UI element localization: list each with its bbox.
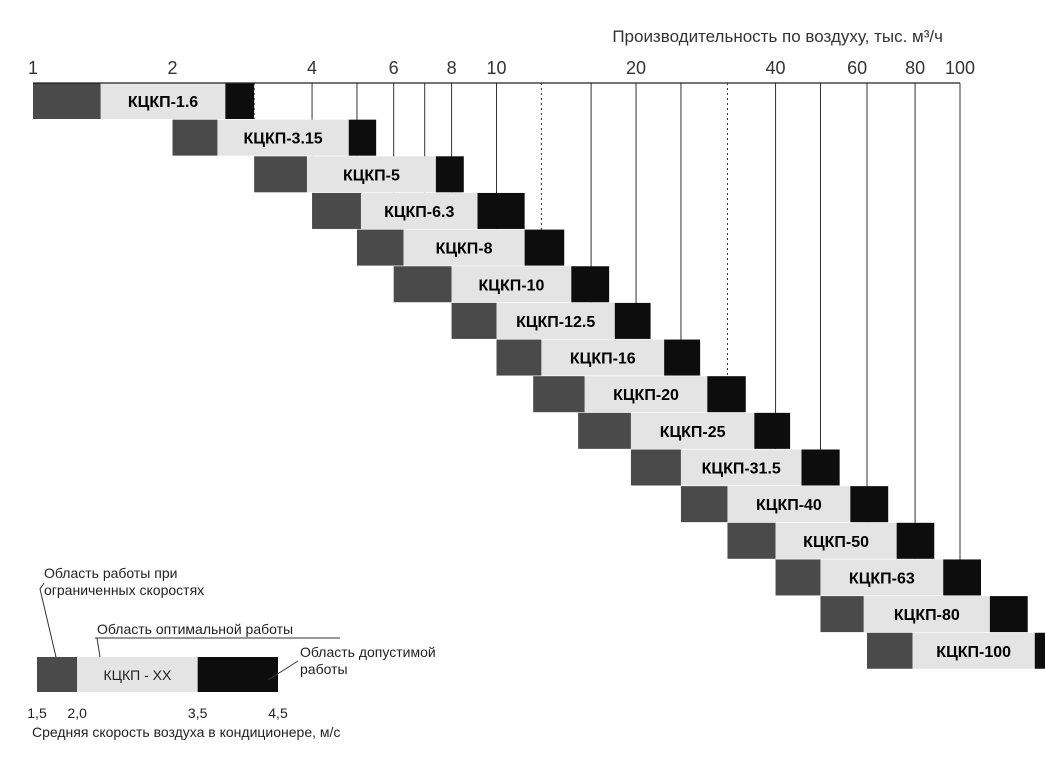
bar-restricted-zone xyxy=(867,633,913,669)
range-bar xyxy=(578,413,790,449)
bar-allowable-zone xyxy=(801,450,839,486)
bar-restricted-zone xyxy=(776,559,821,595)
allowable-zone-callout: Область допустимой работы xyxy=(300,644,436,677)
bar-restricted-zone xyxy=(254,156,307,192)
range-bar xyxy=(33,83,254,119)
bar-label: КЦКП-12.5 xyxy=(516,313,596,331)
bar-restricted-zone xyxy=(312,193,361,229)
bar-restricted-zone xyxy=(33,83,101,119)
bar-label: КЦКП-10 xyxy=(478,277,545,295)
x-axis xyxy=(28,27,975,83)
bar-restricted-zone xyxy=(631,450,681,486)
x-tick-label: 60 xyxy=(847,58,868,78)
speed-caption: Средняя скорость воздуха в кондиционере, м/с xyxy=(32,724,341,740)
bar-label: КЦКП-8 xyxy=(435,240,493,258)
bar-label: КЦКП-100 xyxy=(936,643,1012,661)
x-tick-label: 4 xyxy=(307,58,318,78)
x-tick-label: 80 xyxy=(905,58,926,78)
x-tick-label: 20 xyxy=(626,58,647,78)
bar-allowable-zone xyxy=(571,266,609,302)
restricted-zone-callout: Область работы при ограниченных скоростях xyxy=(44,565,205,598)
range-bar xyxy=(533,376,746,412)
bar-restricted-zone xyxy=(173,120,218,156)
bar-label: КЦКП-16 xyxy=(569,350,636,368)
bar-restricted-zone xyxy=(452,303,497,339)
x-tick-label: 8 xyxy=(446,58,457,78)
range-bar xyxy=(631,450,840,486)
bar-restricted-zone xyxy=(578,413,631,449)
bar-label: КЦКП-3.15 xyxy=(243,130,323,148)
speed-tick-label: 4,5 xyxy=(268,705,288,721)
bar-label: КЦКП-31.5 xyxy=(701,460,781,478)
range-bar xyxy=(357,230,564,266)
bar-allowable-zone xyxy=(478,193,525,229)
x-tick-label: 6 xyxy=(388,58,399,78)
legend xyxy=(27,565,435,740)
bar-allowable-zone xyxy=(525,230,565,266)
x-tick-label: 100 xyxy=(944,58,976,78)
x-tick-label: 40 xyxy=(765,58,786,78)
speed-tick-label: 3,5 xyxy=(187,705,208,721)
bar-restricted-zone xyxy=(727,523,775,559)
bar-allowable-zone xyxy=(943,559,981,595)
bar-allowable-zone xyxy=(1035,633,1045,669)
speed-tick-label: 2,0 xyxy=(67,705,87,721)
bar-allowable-zone xyxy=(754,413,790,449)
range-bar xyxy=(867,633,1045,669)
bar-label: КЦКП-25 xyxy=(659,423,726,441)
bar-allowable-zone xyxy=(707,376,745,412)
legend-allowable-zone xyxy=(198,657,278,692)
bar-label: КЦКП-1.6 xyxy=(127,94,199,111)
bar-allowable-zone xyxy=(990,596,1028,632)
bars xyxy=(33,83,1045,669)
range-bar xyxy=(727,523,934,559)
bar-label: КЦКП-20 xyxy=(613,387,679,405)
bar-restricted-zone xyxy=(681,486,728,522)
bar-label: КЦКП-50 xyxy=(803,533,870,551)
range-bar xyxy=(497,340,701,376)
range-bar xyxy=(173,120,377,156)
bar-restricted-zone xyxy=(394,266,452,302)
bar-allowable-zone xyxy=(225,83,254,119)
axis-title: Производительность по воздуху, тыс. м³/ч xyxy=(612,27,943,46)
x-tick-label: 2 xyxy=(167,58,178,78)
bar-label: КЦКП-40 xyxy=(755,497,822,515)
x-tick-label: 10 xyxy=(486,58,507,78)
optimal-zone-callout: Область оптимальной работы xyxy=(97,621,294,637)
range-bar xyxy=(452,303,651,339)
bar-allowable-zone xyxy=(664,340,700,376)
bar-allowable-zone xyxy=(349,120,376,156)
bar-allowable-zone xyxy=(436,156,464,192)
bar-allowable-zone xyxy=(850,486,888,522)
x-tick-label: 1 xyxy=(27,58,39,78)
bar-restricted-zone xyxy=(820,596,863,632)
bar-restricted-zone xyxy=(533,376,585,412)
bar-allowable-zone xyxy=(897,523,935,559)
bar-label: КЦКП-80 xyxy=(893,607,960,625)
range-bar xyxy=(681,486,888,522)
range-bar xyxy=(394,266,609,302)
bar-label: КЦКП-6.3 xyxy=(384,203,455,221)
bar-restricted-zone xyxy=(497,340,542,376)
range-bar xyxy=(820,596,1027,632)
legend-sample-label: КЦКП - XX xyxy=(103,667,172,683)
bar-label: КЦКП-5 xyxy=(342,167,400,185)
range-bar xyxy=(254,156,464,192)
bar-label: КЦКП-63 xyxy=(848,570,915,588)
speed-tick-label: 1,5 xyxy=(27,705,47,721)
legend-restricted-zone xyxy=(37,657,77,692)
range-bar xyxy=(776,559,981,595)
bar-allowable-zone xyxy=(615,303,651,339)
range-bar xyxy=(312,193,525,229)
bar-restricted-zone xyxy=(357,230,404,266)
optimal-leader xyxy=(97,638,100,657)
